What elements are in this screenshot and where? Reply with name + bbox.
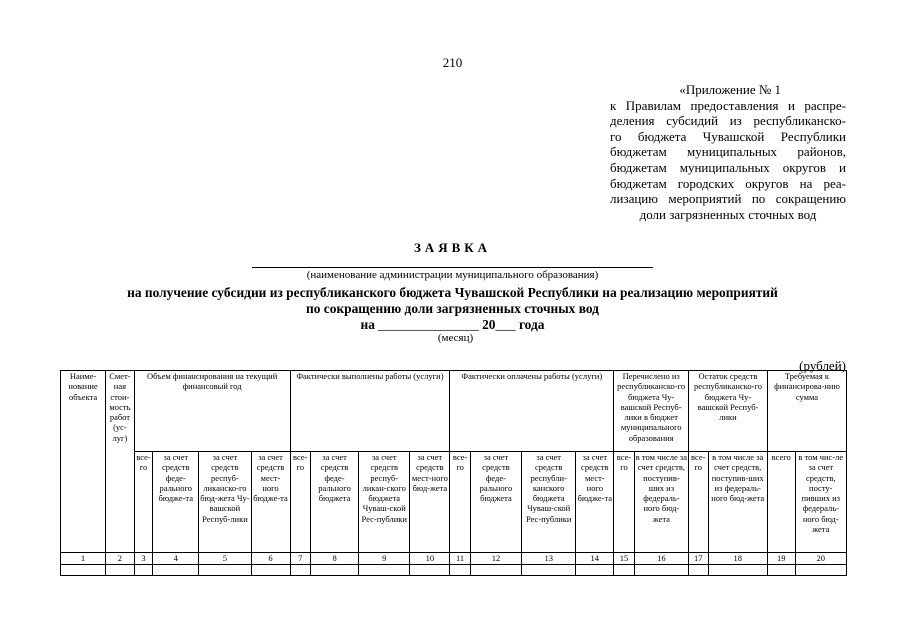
admin-name-blank-line [252, 267, 653, 268]
empty-cell [199, 565, 251, 576]
column-number: 5 [199, 553, 251, 565]
empty-cell [61, 565, 106, 576]
empty-cell [450, 565, 470, 576]
column-number: 6 [251, 553, 290, 565]
period-suffix: года [518, 317, 545, 332]
column-number: 8 [310, 553, 358, 565]
appendix-line: бюджетам муниципальных округов и [610, 159, 846, 175]
column-number: 10 [410, 553, 450, 565]
column-number: 1 [61, 553, 106, 565]
subheader-total: всего [767, 452, 795, 553]
header-work-done: Фактически выполнены работы (услуги) [290, 371, 450, 452]
appendix-line: лизацию мероприятий по сокращению [610, 191, 846, 207]
empty-cell [708, 565, 767, 576]
column-number: 18 [708, 553, 767, 565]
subheader-federal: за счет средств феде-рального бюдже-та [153, 452, 199, 553]
appendix-line: доли загрязненных сточных вод [639, 206, 817, 222]
period-line [0, 317, 905, 333]
empty-cell [134, 565, 152, 576]
document-title: ЗАЯВКА [413, 240, 492, 255]
subtitle-line-2: по сокращению доли загрязненных сточных вод [306, 301, 599, 316]
subtitle-line-1: на получение субсидии из республиканского бюджета Чувашской Республики на реализацию мероприятий [127, 285, 778, 300]
admin-name-caption: (наименование администрации муниципального образования) [306, 269, 599, 281]
appendix-line: бюджетам муниципальных районов, [610, 144, 846, 160]
empty-cell [576, 565, 614, 576]
empty-cell [795, 565, 846, 576]
empty-cell [634, 565, 688, 576]
subheader-federal: за счет средств феде-рального бюджета [470, 452, 521, 553]
header-estimated-cost: Смет-ная стои-мость работ (ус-луг) [106, 371, 135, 553]
column-number: 3 [134, 553, 152, 565]
column-number: 20 [795, 553, 846, 565]
column-number: 19 [767, 553, 795, 565]
month-blank: _______________ [378, 317, 479, 332]
empty-cell [251, 565, 290, 576]
column-number: 4 [153, 553, 199, 565]
request-table [60, 370, 847, 576]
subheader-local: за счет средств мест-ного бюдже-та [576, 452, 614, 553]
column-number: 12 [470, 553, 521, 565]
header-work-paid: Фактически оплачены работы (услуги) [450, 371, 614, 452]
subheader-local: за счет средств мест-ного бюдже-та [251, 452, 290, 553]
appendix-line: к Правилам предоставления и распре- [610, 97, 846, 113]
month-caption: (месяц) [437, 332, 474, 344]
subheader-republican: за счет средств респуб-ликанско-го бюд-жета Чу-вашской Респуб-лики [199, 452, 251, 553]
column-number: 11 [450, 553, 470, 565]
subheader-total: все-го [450, 452, 470, 553]
header-object-name: Наиме-нование объекта [61, 371, 106, 553]
subheader-incl-federal: в том числе за счет средств, поступив-ших из федераль-ного бюд-жета [634, 452, 688, 553]
empty-cell [410, 565, 450, 576]
page-number: 210 [442, 55, 463, 70]
appendix-line: го бюджета Чувашской Республики [610, 128, 846, 144]
year-blank: ___ [495, 317, 516, 332]
appendix-line: бюджетам городских округов на реа- [610, 175, 846, 191]
year-prefix: 20 [482, 317, 496, 332]
column-number: 7 [290, 553, 310, 565]
subheader-incl-federal: в том чис-ле за счет средств, посту-пивших из федераль-ного бюд-жета [795, 452, 846, 553]
column-number: 16 [634, 553, 688, 565]
empty-cell [614, 565, 634, 576]
column-number: 17 [689, 553, 708, 565]
units-label: (рублей) [799, 358, 846, 373]
subheader-federal: за счет средств феде-рального бюджета [310, 452, 358, 553]
empty-cell [106, 565, 135, 576]
header-transferred: Перечислено из республиканско-го бюджета Чу-вашской Респуб-лики в бюджет муниципального образования [614, 371, 689, 452]
empty-cell [689, 565, 708, 576]
subheader-total: все-го [290, 452, 310, 553]
empty-cell [310, 565, 358, 576]
subheader-total: все-го [614, 452, 634, 553]
subheader-local: за счет средств мест-ного бюд-жета [410, 452, 450, 553]
empty-cell [470, 565, 521, 576]
subheader-total: все-го [689, 452, 708, 553]
column-number: 15 [614, 553, 634, 565]
empty-cell [522, 565, 576, 576]
empty-cell [153, 565, 199, 576]
column-number: 9 [359, 553, 410, 565]
subheader-incl-federal: в том числе за счет средств, поступив-ших из федераль-ного бюд-жета [708, 452, 767, 553]
subheader-republican: за счет средств республи-канского бюджета Чуваш-ской Рес-публики [522, 452, 576, 553]
header-funding-volume: Объем финансирования на текущий финансовый год [134, 371, 290, 452]
subheader-total: все-го [134, 452, 152, 553]
empty-cell [359, 565, 410, 576]
appendix-line: деления субсидий из республиканско- [610, 113, 846, 129]
empty-cell [290, 565, 310, 576]
header-remaining: Остаток средств республиканско-го бюджета Чу-вашской Респуб-лики [689, 371, 768, 452]
appendix-line: «Приложение № 1 [679, 82, 781, 97]
column-number: 2 [106, 553, 135, 565]
column-number: 14 [576, 553, 614, 565]
period-prefix: на [360, 317, 375, 332]
subheader-republican: за счет средств респуб-ликан-ского бюджета Чуваш-ской Рес-публики [359, 452, 410, 553]
appendix-note [610, 82, 846, 222]
column-number: 13 [522, 553, 576, 565]
header-required: Требуемая к финансирова-нию сумма [767, 371, 846, 452]
empty-cell [767, 565, 795, 576]
